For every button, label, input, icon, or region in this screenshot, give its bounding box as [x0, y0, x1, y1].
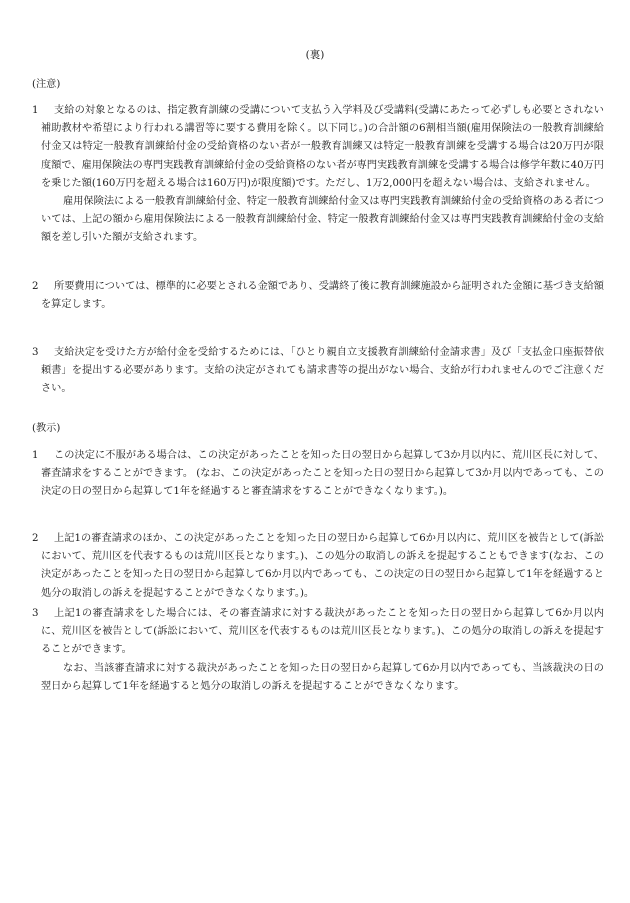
instruction-item	[32, 605, 604, 696]
instruction-item-number: 1	[32, 450, 39, 461]
notice-item	[32, 102, 604, 248]
notice-item-text: 支給決定を受けた方が給付金を受給するためには、「ひとり親自立支援教育訓練給付金請求書」及び「支払金口座振替依頼書」を提出する必要があります。支給の決定がされても請求書等の提出がない場合、支給が行われませんのでご注意ください。	[41, 347, 604, 395]
notice-item-paragraph: 雇用保険法による一般教育訓練給付金、特定一般教育訓練給付金又は専門実践教育訓練給付金の受給資格のある者については、上記の額から雇用保険法による一般教育訓練給付金、特定一般教育訓練給付金又は専門実践教育訓練給付金の支給額を差し引いた額が支給されます。	[41, 196, 604, 244]
instruction-item-text: 上記1の審査請求をした場合には、その審査請求に対する裁決があったことを知った日の翌日から起算して6か月以内に、荒川区を被告として(訴訟において、荒川区を代表するものは荒川区長となります。)、この処分の取消しの訴えを提起することができます。	[41, 608, 604, 656]
instruction-item	[32, 447, 604, 502]
instruction-item-paragraph: なお、当該審査請求に対する裁決があったことを知った日の翌日から起算して6か月以内であっても、当該裁決の日の翌日から起算して1年を経過すると処分の取消しの訴えを提起することができなくなります。	[41, 662, 604, 692]
page-heading: (裏)	[305, 49, 325, 61]
notice-item-text: 所要費用については、標準的に必要とされる金額であり、受講終了後に教育訓練施設から証明された金額に基づき支給額を算定します。	[41, 281, 604, 311]
notice-section-label: (注意)	[32, 79, 61, 90]
notice-item	[32, 278, 604, 314]
notice-item-text: 支給の対象となるのは、指定教育訓練の受講について支払う入学料及び受講料(受講にあたって必ずしも必要とされない補助教材や希望により行われる講習等に要する費用を除く。以下同じ。)の合計額の6割相当額(雇用保険法の一般教育訓練給付金又は特定一般教育訓練給付金の受給資格のない者が一般教育訓練又は特定一般教育訓練を受講する場合は20万円が限度額で、雇用保険法の専門実践教育訓練給付金の受給資格のない者が専門実践教育訓練を受講する場合は修学年数に40万円を乗じた額(160万円を超える場合は160万円)が限度額)です。ただし、1万2,000円を超えない場合は、支給されません。	[41, 105, 604, 189]
notice-item-number: 3	[32, 347, 39, 358]
instruction-item-text: 上記1の審査請求のほか、この決定があったことを知った日の翌日から起算して6か月以内に、荒川区を被告として(訴訟において、荒川区を代表するものは荒川区長となります。)、この処分の取消しの訴えを提起することもできます(なお、この決定があったことを知った日の翌日から起算して6か月以内であっても、この決定の日の翌日から起算して1年を経過すると処分の取消しの訴えを提起することができなくなります。)。	[41, 533, 604, 599]
instruction-section-label: (教示)	[32, 423, 61, 434]
instruction-item-number: 3	[32, 608, 39, 619]
notice-item	[32, 344, 604, 399]
notice-item-number: 1	[32, 105, 39, 116]
notice-item-number: 2	[32, 281, 39, 292]
instruction-item-number: 2	[32, 533, 39, 544]
instruction-item	[32, 530, 604, 603]
instruction-item-text: この決定に不服がある場合は、この決定があったことを知った日の翌日から起算して3か月以内に、荒川区長に対して、審査請求をすることができます。 (なお、この決定があったことを知った日の翌日から起算して3か月以内であっても、この決定の日の翌日から起算して1年を経過すると審査請求をすることができなくなります。)。	[41, 450, 604, 498]
